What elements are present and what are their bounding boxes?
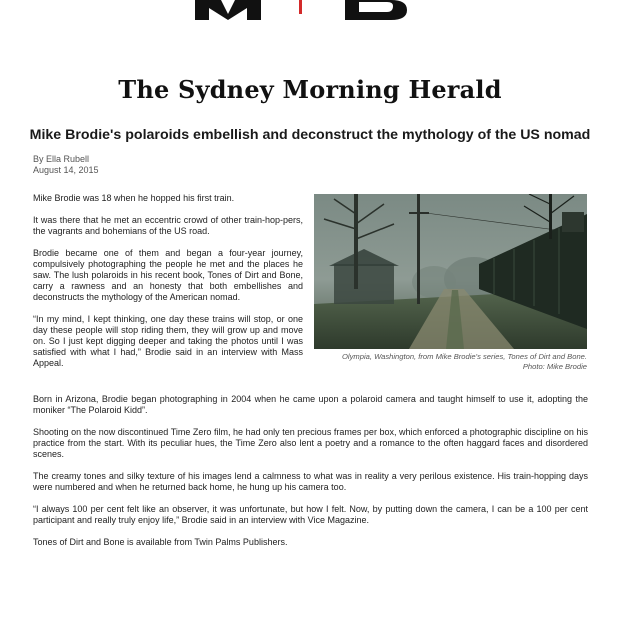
paragraph: It was there that he met an eccentric crowd of other train-hop-pers, the vagrants and bohemians of the US road. [33, 215, 303, 236]
mb-logo-icon [195, 0, 410, 20]
article-body-left [33, 193, 303, 380]
masthead-title: The Sydney Morning Herald [118, 75, 502, 104]
paragraph: Brodie became one of them and began a four-year journey, compulsively photographing the people he met and the places he saw. The lush polaroids in his recent book, Tones of Dirt and Bone, carry a rawness and an honesty that both embellishes and deconstructs the mythology of the American nomad. [33, 248, 303, 302]
publish-date: August 14, 2015 [33, 165, 99, 175]
paragraph: Shooting on the now discontinued Time Zero film, he had only ten precious frames per box, which enforced a photographic discipline on his practice from the start. With its peculiar hues, the Time Zero also lent a poetry and a romance to the often haggard faces and disordered scenes. [33, 427, 588, 459]
paragraph: The creamy tones and silky texture of his images lend a calmness to what was in reality a very perilous existence. His train-hopping days were numbered and when he returned back home, he hung up his camera too. [33, 471, 588, 492]
byline [33, 154, 99, 176]
paragraph: Tones of Dirt and Bone is available from Twin Palms Publishers. [33, 537, 288, 547]
foggy-path-photo [314, 194, 587, 349]
author: By Ella Rubell [33, 154, 90, 164]
article-body-full [33, 394, 588, 559]
paragraph: Born in Arizona, Brodie began photographing in 2004 when he came upon a polaroid camera and taught himself to use it, adopting the moniker “The Polaroid Kidd”. [33, 394, 588, 415]
paragraph: “In my mind, I kept thinking, one day these trains will stop, or one day these people will stop riding them, they will grow up and move on. So I just kept digging deeper and taking the photos until I was satisfied with what I had,” Brodie said in an interview with Mass Appeal. [33, 314, 303, 368]
photo-caption [310, 352, 587, 372]
caption-text: Olympia, Washington, from Mike Brodie's series, Tones of Dirt and Bone. [342, 352, 587, 361]
article-headline: Mike Brodie's polaroids embellish and deconstruct the mythology of the US nomad [29, 127, 591, 143]
photo-credit: Photo: Mike Brodie [522, 362, 587, 371]
paragraph: Mike Brodie was 18 when he hopped his first train. [33, 193, 235, 203]
paragraph: “I always 100 per cent felt like an observer, it was unfortunate, but how I felt. Now, by putting down the camera, I can be a 100 per cent participant and really truly enjoy life,” Brodie said in an interview with Vice Magazine. [33, 504, 588, 525]
